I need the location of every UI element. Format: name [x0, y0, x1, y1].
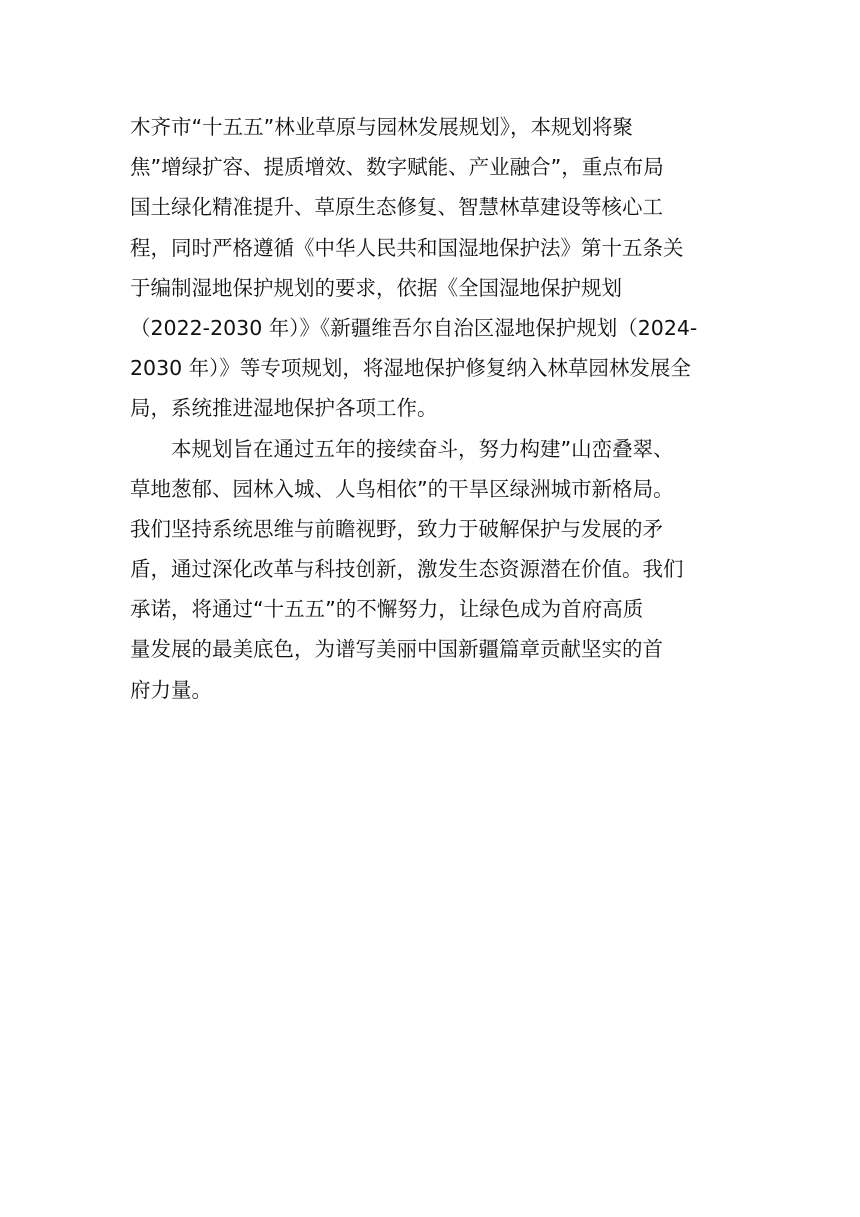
text-line: 府力量。 — [130, 677, 212, 702]
text-line: 木齐市“十五五”林业草原与园林发展规划》，本规划将聚 — [130, 115, 633, 139]
text-line: 焦”增绿扩容、提质增效、数字赋能、产业融合”，重点布局 — [130, 155, 664, 180]
text-line: 我们坚持系统思维与前瞻视野，致力于破解保护与发展的矛 — [130, 516, 663, 541]
text-line: 2030 年）》等专项规划，将湿地保护修复纳入林草园林发展全 — [130, 356, 691, 381]
body-text — [130, 107, 742, 710]
text-line: 承诺，将通过“十五五”的不懈努力，让绿色成为首府高质 — [130, 597, 644, 622]
text-line: 本规划旨在通过五年的接续奋斗，努力构建”山峦叠翠、 — [130, 436, 674, 461]
text-line: 草地葱郁、园林入城、人鸟相依”的干旱区绿洲城市新格局。 — [130, 476, 674, 501]
paragraph-2 — [130, 429, 742, 710]
text-line: 量发展的最美底色，为谱写美丽中国新疆篇章贡献坚实的首 — [130, 637, 663, 662]
text-line: 程，同时严格遵循《中华人民共和国湿地保护法》第十五条关 — [130, 235, 684, 260]
text-line: 盾，通过深化改革与科技创新，激发生态资源潜在价值。我们 — [130, 557, 684, 582]
text-line: 于编制湿地保护规划的要求，依据《全国湿地保护规划 — [130, 275, 622, 300]
text-line: （2022-2030 年）》《新疆维吾尔自治区湿地保护规划（2024- — [130, 315, 698, 340]
text-line: 局，系统推进湿地保护各项工作。 — [130, 396, 438, 421]
text-line: 国土绿化精准提升、草原生态修复、智慧林草建设等核心工 — [130, 195, 663, 220]
paragraph-1 — [130, 107, 742, 429]
